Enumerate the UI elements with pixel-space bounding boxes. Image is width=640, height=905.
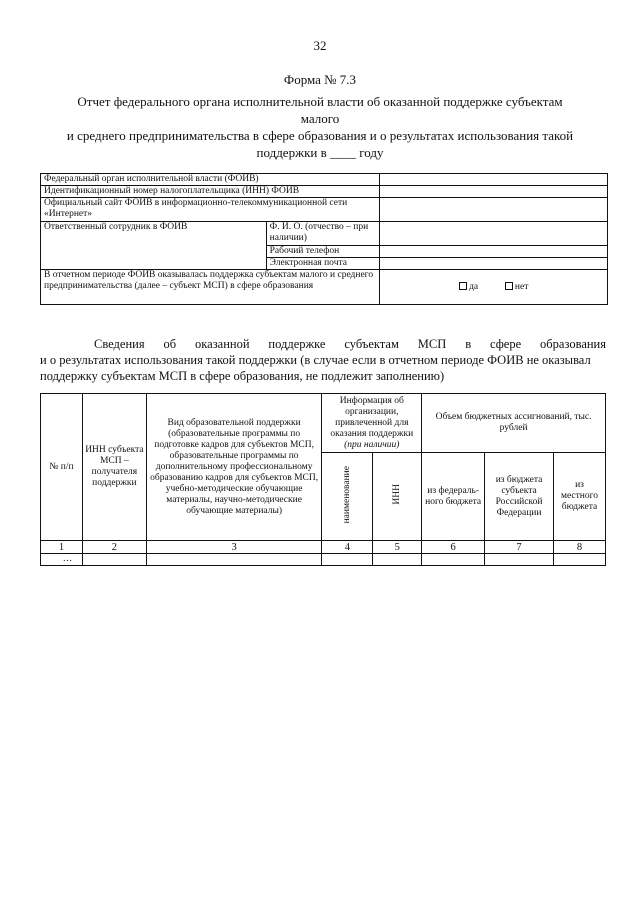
no-label: нет [514, 281, 529, 292]
col-org-inn-header [373, 453, 422, 541]
info-row-responsible-fio [41, 222, 608, 246]
no-option[interactable] [505, 282, 528, 292]
column-number-6: 6 [422, 541, 485, 554]
website-label: Официальный сайт ФОИВ в информационно-телекоммуникационной сети «Интернет» [41, 198, 380, 222]
organization-header-text: Информация об организации, привлеченной для оказания поддержки [330, 395, 414, 439]
empty-cell[interactable] [422, 554, 485, 566]
org-name-header-text: наименование [341, 465, 352, 524]
form-number: Форма № 7.3 [283, 72, 357, 87]
yes-checkbox-icon[interactable] [459, 282, 467, 290]
col-budget-subject-header: из бюджета субъекта Российской Федерации [485, 453, 554, 541]
empty-cell[interactable] [485, 554, 554, 566]
svedeniya-line-2: и о результатах использования такой поддержки (в случае если в отчетном периоде ФОИВ не оказывал [40, 353, 591, 367]
foiv-value-cell[interactable] [380, 174, 608, 186]
email-label: Электронная почта [266, 258, 380, 270]
col-number-header: № п/п [41, 394, 83, 541]
empty-cell[interactable] [554, 554, 606, 566]
info-row-support-provided [41, 270, 608, 305]
empty-cell[interactable] [146, 554, 322, 566]
foiv-label: Федеральный орган исполнительной власти (ФОИВ) [41, 174, 380, 186]
yes-no-cell [380, 270, 608, 305]
yes-option[interactable] [459, 282, 478, 292]
col-support-type-header: Вид образовательной поддержки (образовательные программы по подготовке кадров для субъектов МСП, образовательные программы по дополнительному профессиональному образованию кадров для субъектов МСП, учебно-методические обучающие материалы, научно-методические обучающие материалы) [146, 394, 322, 541]
empty-cell[interactable] [322, 554, 373, 566]
info-row-foiv [41, 174, 608, 186]
inn-value-cell[interactable] [380, 186, 608, 198]
website-value-cell[interactable] [380, 198, 608, 222]
col-org-name-header [322, 453, 373, 541]
column-number-8: 8 [554, 541, 606, 554]
col-budget-header: Объем бюджетных ассигнований, тыс. рублей [422, 394, 606, 453]
col-budget-local-header: из местного бюджета [554, 453, 606, 541]
title-line-3: поддержки в ____ году [256, 145, 384, 160]
svedeniya-paragraph [40, 336, 606, 384]
yes-label: да [469, 281, 479, 292]
title-line-1: Отчет федерального органа исполнительной власти об оказанной поддержке субъектам малого [77, 94, 563, 126]
support-provided-label: В отчетном периоде ФОИВ оказывалась поддержка субъектам малого и среднего предпринимательства (далее – субъект МСП) в сфере образования [41, 270, 380, 305]
column-number-4: 4 [322, 541, 373, 554]
col-budget-federal-header: из федераль-ного бюджета [422, 453, 485, 541]
column-numbers-row [41, 541, 606, 554]
column-number-7: 7 [485, 541, 554, 554]
phone-value-cell[interactable] [380, 246, 608, 258]
support-table [40, 393, 606, 566]
empty-cell[interactable] [373, 554, 422, 566]
col-inn-header: ИНН субъекта МСП – получателя поддержки [82, 394, 146, 541]
info-row-website [41, 198, 608, 222]
svedeniya-line-3: поддержку субъектам МСП в сфере образования, не подлежит заполнению) [40, 369, 445, 383]
no-checkbox-icon[interactable] [505, 282, 513, 290]
org-inn-header-text: ИНН [391, 484, 402, 505]
responsible-label: Ответственный сотрудник в ФОИВ [41, 222, 267, 270]
organization-header-note: (при наличии) [344, 439, 400, 450]
title-line-2: и среднего предпринимательства в сфере образования и о результатах использования такой [66, 128, 574, 143]
document-title [60, 93, 580, 161]
info-row-inn [41, 186, 608, 198]
column-number-2: 2 [82, 541, 146, 554]
column-number-1: 1 [41, 541, 83, 554]
support-table-header-row-1 [41, 394, 606, 453]
ellipsis-cell[interactable]: … [41, 554, 83, 566]
table-row [41, 554, 606, 566]
inn-label: Идентификационный номер налогоплательщика (ИНН) ФОИВ [41, 186, 380, 198]
email-value-cell[interactable] [380, 258, 608, 270]
fio-value-cell[interactable] [380, 222, 608, 246]
fio-label: Ф. И. О. (отчество – при наличии) [266, 222, 380, 246]
page-number: 32 [313, 38, 327, 53]
svedeniya-line-1: Сведения об оказанной поддержке субъектам МСП в сфере образования [94, 337, 606, 351]
column-number-5: 5 [373, 541, 422, 554]
column-number-3: 3 [146, 541, 322, 554]
foiv-info-table [40, 173, 608, 305]
empty-cell[interactable] [82, 554, 146, 566]
phone-label: Рабочий телефон [266, 246, 380, 258]
col-organization-header [322, 394, 422, 453]
